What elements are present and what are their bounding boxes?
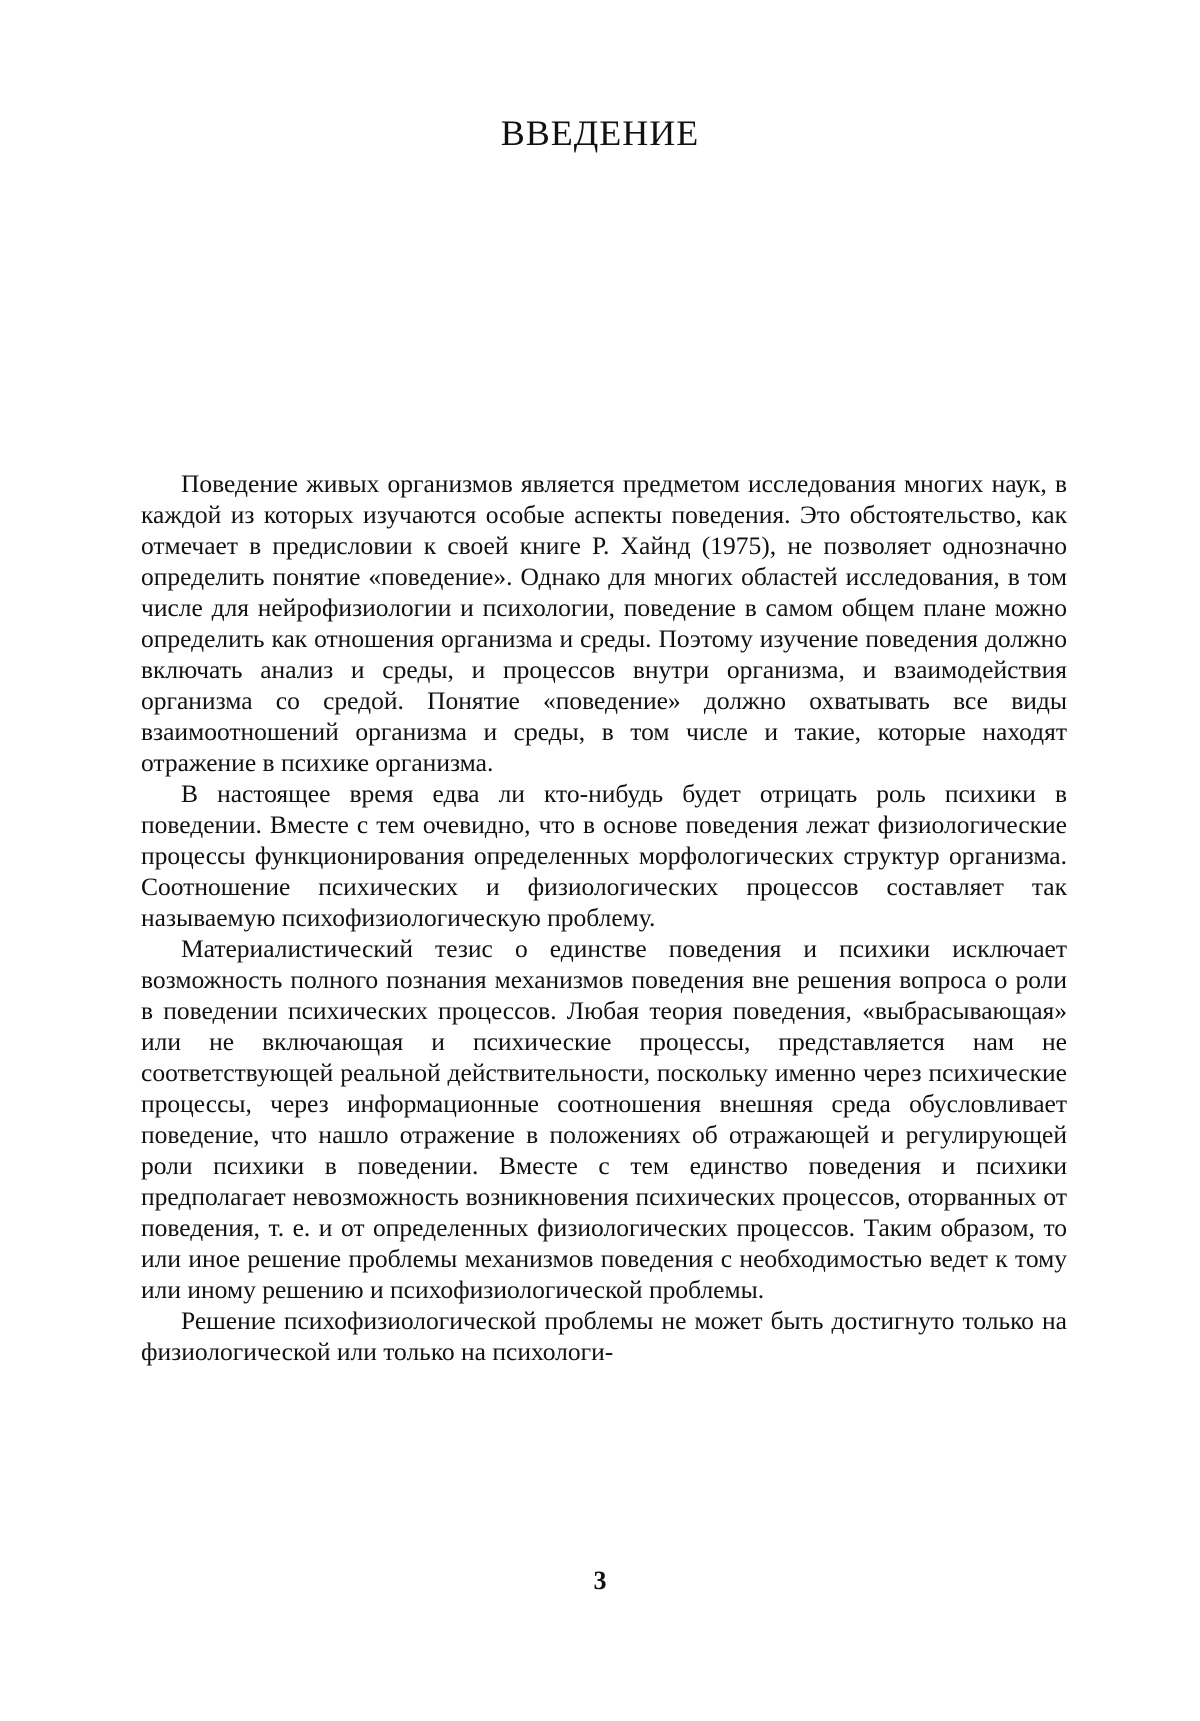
page-number: 3 [593,1566,607,1595]
paragraph: Решение психофизиологической проблемы не может быть достигнуто только на физиологической или только на психологи- [141,1306,1067,1366]
body-text [141,468,1067,1367]
paragraph: В настоящее время едва ли кто-нибудь будет отрицать роль психики в поведении. Вместе с тем очевидно, что в основе поведения лежат физиологические процессы функционирования определенных морфологических структур организма. Соотношение психических и физиологических процессов составляет так называемую психофизиологическую проблему. [141,779,1067,932]
paragraph: Материалистический тезис о единстве поведения и психики исключает возможность полного познания механизмов поведения вне решения вопроса о роли в поведении психических процессов. Любая теория поведения, «выбрасывающая» или не включающая и психические процессы, представляется нам не соответствующей реальной действительности, поскольку именно через психические процессы, через информационные соотношения внешняя среда обусловливает поведение, что нашло отражение в положениях об отражающей и регулирующей роли психики в поведении. Вместе с тем единство поведения и психики предполагает невозможность возникновения психических процессов, оторванных от поведения, т. е. и от определенных физиологических процессов. Таким образом, то или иное решение проблемы механизмов поведения с необходимостью ведет к тому или иному решению и психофизиологической проблемы. [141,934,1067,1304]
paragraph: Поведение живых организмов является предметом исследования многих наук, в каждой из которых изучаются особые аспекты поведения. Это обстоятельство, как отмечает в предисловии к своей книге Р. Хайнд (1975), не позволяет однозначно определить понятие «поведение». Однако для многих областей исследования, в том числе для нейрофизиологии и психологии, поведение в самом общем плане можно определить как отношения организма и среды. Поэтому изучение поведения должно включать анализ и среды, и процессов внутри организма, и взаимодействия организма со средой. Понятие «поведение» должно охватывать все виды взаимоотношений организма и среды, в том числе и такие, которые находят отражение в психике организма. [141,469,1067,777]
chapter-title: ВВЕДЕНИЕ [500,113,700,153]
